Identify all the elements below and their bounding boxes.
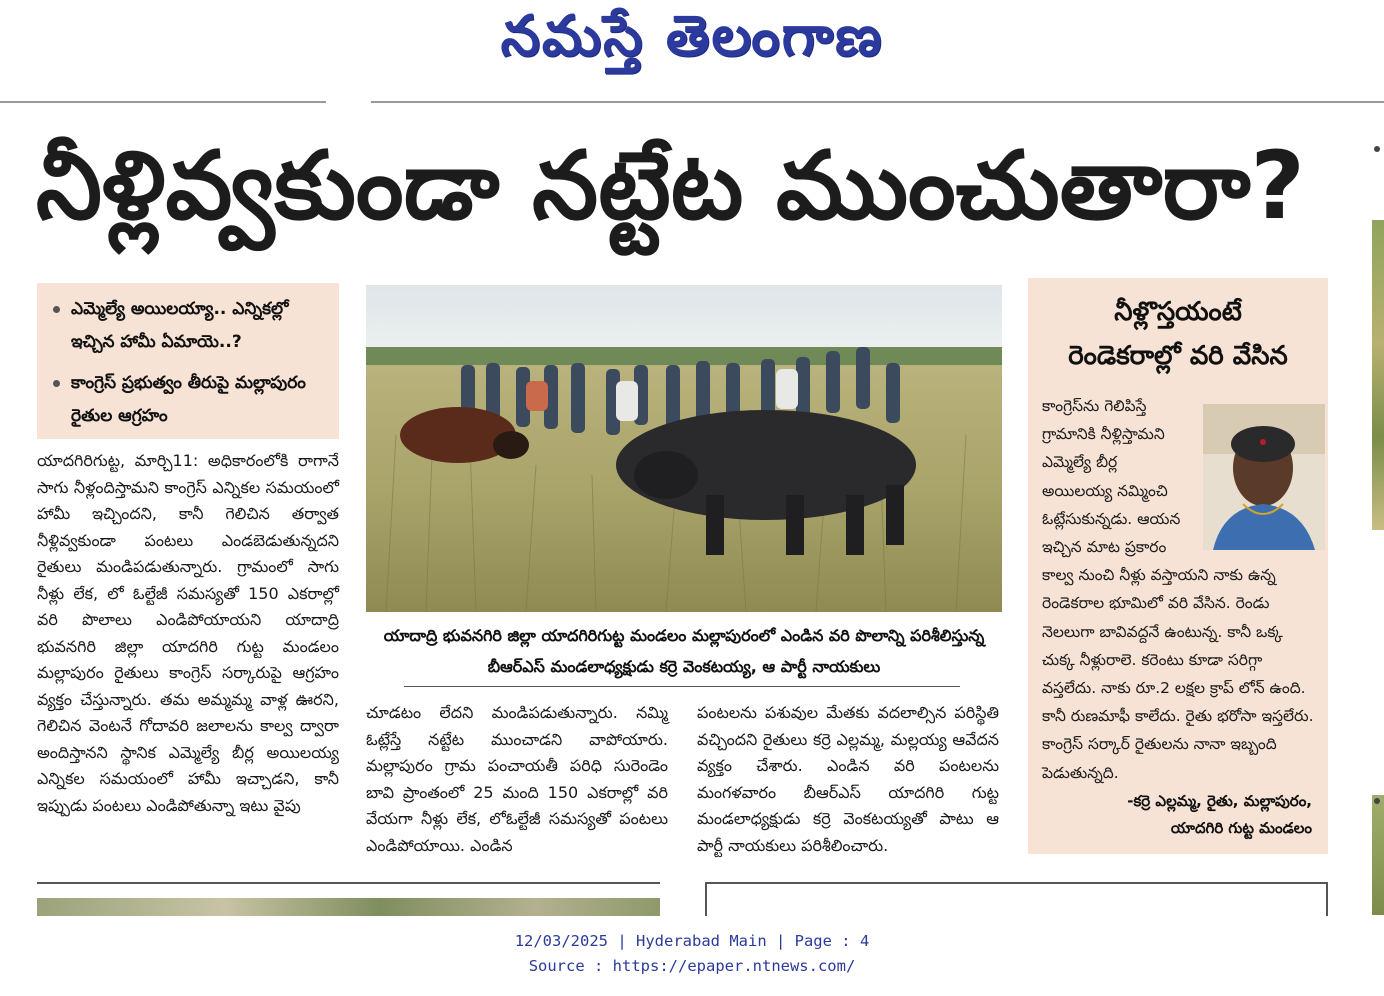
article-paragraph: చూడటం లేదని మండిపడుతున్నారు. నమ్మి ఓట్లేస్తే నట్టేట ముంచాడని వాపోయారు. మల్లాపురం గ్రామ పంచాయతీ పరిధి సురెండెం బావి ప్రాంతంలో 25 మంది 150 ఎకరాల్లో వరి వేయగా నీళ్లు లేక, లోఓల్టేజీ సమస్యతో పంటలు ఎండిపోయాయి. ఎండిన <box>366 703 668 855</box>
source-link[interactable]: Source : https://epaper.ntnews.com/ <box>528 957 856 975</box>
attribution-line: యాదగిరి గుట్ట మండలం <box>1170 819 1312 837</box>
newspaper-logo: నమస్తే తెలంగాణ <box>500 4 884 69</box>
next-article-box <box>705 882 1328 916</box>
sidebar-title-line: రెండెకరాల్లో వరి వేసిన <box>1068 341 1288 371</box>
adjacent-article-photo <box>1372 220 1384 530</box>
edition-info: 12/03/2025 | Hyderabad Main | Page : 4 <box>514 932 870 950</box>
next-article-photo <box>37 898 660 916</box>
highlight-text: ఎమ్మెల్యే అయిలయ్యా.. ఎన్నికల్లో ఇచ్చిన హామీ ఏమాయె..? <box>71 299 289 352</box>
highlight-item <box>53 367 325 433</box>
attribution-line: -కర్రె ఎల్లమ్మ, రైతు, మల్లాపురం, <box>1127 792 1312 810</box>
article-column-1 <box>37 448 339 819</box>
article-column-2 <box>366 700 668 859</box>
article-paragraph: యాదగిరిగుట్ట, మార్చి11: అధికారంలోకి రాగానే సాగు నీళ్లందిస్తామని కాంగ్రెస్‌ ఎన్నికల సమయంలో హామీ ఇచ్చిందని, కానీ గెలిచిన తర్వాత నీళ్లివ్వకుండా పంటలు ఎండబెడుతున్నదని రైతులు మండిపడుతున్నారు. గ్రామంలో సాగు నీళ్లు లేక, లో ఓల్టేజీ సమస్యతో 150 ఎకరాల్లో వరి పొలాలు ఎండిపోయాయని యాదాద్రి భువనగిరి జిల్లా యాదగిరి గుట్ట మండలం మల్లాపురం రైతులు కాంగ్రెస్‌ సర్కారుపై ఆగ్రహం వ్యక్తం చేస్తున్నారు. తమ అమ్మమ్మ వాళ్ల ఊరని, గెలిచిన వెంటనే గోదావరి జలాలను కాల్వ ద్వారా అందిస్తానని స్థానిక ఎమ్మెల్యే బీర్ల అయిలయ్య ఎన్నికల సమయంలో హామీ ఇచ్చాడని, కానీ ఇప్పుడు పంటలు ఎండిపోతున్నా ఇటు వైపు <box>37 451 339 815</box>
masthead-divider-right <box>371 101 1384 103</box>
farmer-quote-sidebar <box>1028 278 1328 854</box>
bullet-dot-icon <box>1374 146 1380 152</box>
sidebar-quote-wide: కాల్వ నుంచి నీళ్లు వస్తాయని నాకు ఉన్న రెండెకరాల భూమిలో వరి వేసిన. రెండు నెలలుగా బావివద్దనే ఉంటున్న. కానీ ఒక్క చుక్క నీళ్లురాలె. కరెంటు కూడా సరిగ్గా వస్తలేదు. నాకు రూ.2 లక్షల క్రాప్‌ లోన్‌ ఉంది. కానీ రుణమాఫీ కాలేదు. రైతు భరోసా ఇస్తలేరు. కాంగ్రెస్‌ సర్కార్‌ రైతులను నానా ఇబ్బంది పెడుతున్నది. <box>1042 566 1314 782</box>
photo-caption: యాదాద్రి భువనగిరి జిల్లా యాదగిరిగుట్ట మండలం మల్లాపురంలో ఎండిన వరి పొలాన్ని పరిశీలిస్తున్న బీఆర్‌ఎస్‌ మండలాధ్యక్షుడు కర్రె వెంకటయ్య, ఆ పార్టీ నాయకులు <box>383 626 985 676</box>
sidebar-title <box>1028 290 1328 378</box>
bullet-icon <box>53 306 60 313</box>
field-photo <box>366 285 1002 612</box>
highlight-item <box>53 293 325 359</box>
masthead-divider-left <box>0 101 326 103</box>
highlight-text: కాంగ్రెస్‌ ప్రభుత్వం తీరుపై మల్లాపురం రైతుల ఆగ్రహం <box>71 373 306 426</box>
article-column-3 <box>697 700 999 859</box>
footer <box>0 916 1384 996</box>
bullet-icon <box>53 380 60 387</box>
dried-paddy-field-image <box>366 285 1002 612</box>
highlights-box <box>37 283 339 439</box>
sidebar-title-line: నీళ్లొస్తయంటే <box>1114 297 1242 327</box>
sidebar-quote <box>1042 392 1320 787</box>
quote-attribution <box>1127 788 1312 842</box>
adjacent-article-photo-2 <box>1372 795 1384 915</box>
section-divider <box>37 882 660 884</box>
headline: నీళ్లివ్వకుండా నట్టేట ముంచుతారా? <box>36 132 1305 241</box>
bullet-dot-icon <box>1374 798 1380 804</box>
caption-divider <box>404 686 960 687</box>
sidebar-quote-narrow: కాంగ్రెస్‌ను గెలిపిస్తే గ్రామానికి నీళ్లిస్తామని ఎమ్మెల్యే బీర్ల అయిలయ్య నమ్మించి ఓట్లేసుకున్నడు. ఆయన ఇచ్చిన మాట ప్రకారం <box>1042 397 1181 557</box>
masthead <box>0 0 1384 80</box>
article-paragraph: పంటలను పశువుల మేతకు వదలాల్సిన పరిస్థితి వచ్చిందని రైతులు కర్రె ఎల్లమ్మ, మల్లయ్య ఆవేదన వ్యక్తం చేశారు. ఎండిన వరి పంటలను మంగళవారం బీఆర్‌ఎస్‌ యాదగిరి గుట్ట మండలాధ్యక్షుడు కర్రె వెంకటయ్యతో పాటు ఆ పార్టీ నాయకులు పరిశీలించారు. <box>697 703 999 855</box>
